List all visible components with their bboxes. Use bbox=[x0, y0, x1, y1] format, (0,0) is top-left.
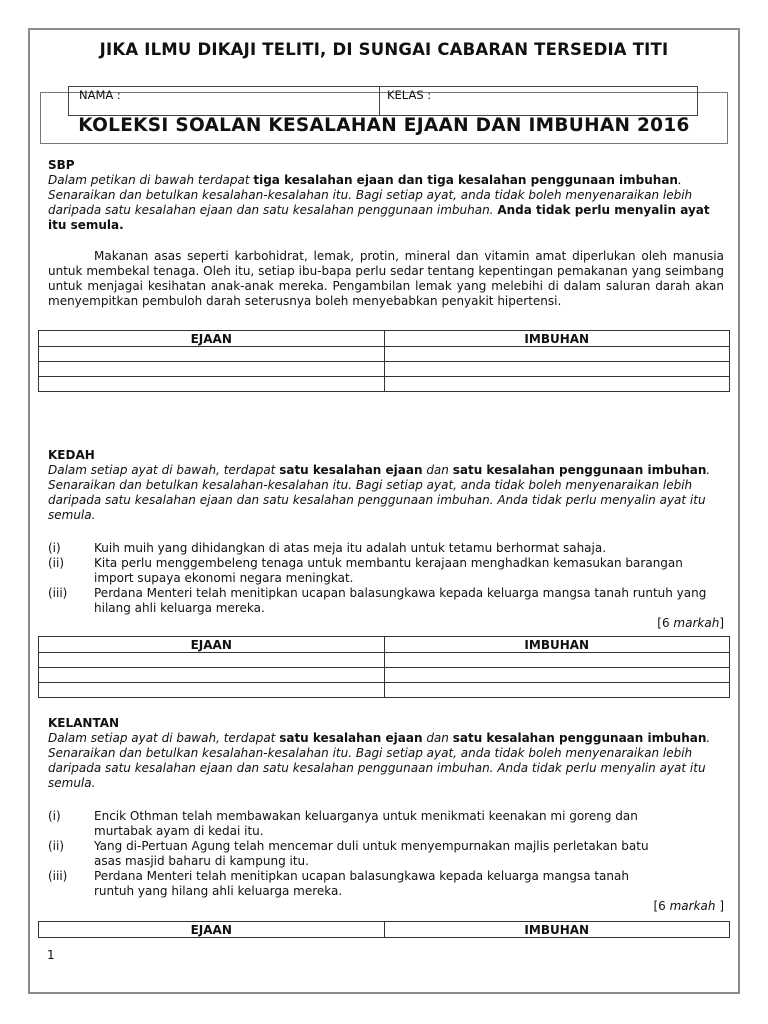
school-motto: JIKA ILMU DIKAJI TELITI, DI SUNGAI CABARAN TERSEDIA TITI bbox=[99, 40, 669, 59]
instruction-text: Dalam setiap ayat di bawah, terdapat bbox=[48, 463, 280, 477]
table-row bbox=[39, 362, 730, 377]
section-kelantan bbox=[48, 716, 724, 914]
page-number: 1 bbox=[47, 948, 55, 962]
item-number: (iii) bbox=[48, 586, 68, 600]
column-header-imbuhan: IMBUHAN bbox=[384, 331, 730, 347]
answer-cell[interactable] bbox=[384, 377, 730, 392]
instruction-text: . Senaraikan dan betulkan kesalahan-kesalahan itu. Bagi setiap ayat, anda tidak boleh menyenaraikan lebih daripada satu kesalahan ejaan dan satu kesalahan penggunaan imbuhan. Anda tidak perlu menyalin ayat itu semula. bbox=[48, 463, 711, 522]
instruction-bold: satu kesalahan ejaan bbox=[279, 463, 423, 477]
answer-table-kedah bbox=[38, 636, 730, 698]
table-row bbox=[39, 683, 730, 698]
table-row bbox=[39, 668, 730, 683]
answer-cell[interactable] bbox=[39, 668, 385, 683]
answer-cell[interactable] bbox=[384, 653, 730, 668]
section-sbp bbox=[48, 158, 724, 309]
item-number: (ii) bbox=[48, 839, 65, 853]
answer-cell[interactable] bbox=[384, 683, 730, 698]
instruction-bold: tiga kesalahan ejaan dan tiga kesalahan penggunaan imbuhan bbox=[253, 173, 678, 187]
question-item bbox=[48, 586, 724, 616]
instruction bbox=[48, 173, 724, 233]
question-item bbox=[48, 839, 724, 869]
passage: Makanan asas seperti karbohidrat, lemak, protin, mineral dan vitamin amat diperlukan oleh manusia untuk membekal tenaga. Oleh itu, setiap ibu-bapa perlu sedar tentang kepentingan pemakanan yang seimbang untuk menjagai kesihatan anak-anak mereka. Pengambilan lemak yang melebihi di dalam saluran darah akan menyempitkan pembuloh darah seterusnya boleh menyebabkan penyakit hipertensi. bbox=[48, 249, 724, 308]
item-number: (i) bbox=[48, 809, 61, 823]
section-heading: KEDAH bbox=[48, 448, 95, 462]
name-box-divider bbox=[379, 87, 380, 115]
marks-label bbox=[48, 616, 724, 631]
answer-cell[interactable] bbox=[39, 347, 385, 362]
instruction bbox=[48, 731, 724, 791]
answer-cell[interactable] bbox=[39, 683, 385, 698]
marks-word: markah bbox=[669, 899, 716, 913]
instruction-text: . Senaraikan dan betulkan kesalahan-kesalahan itu. Bagi setiap ayat, anda tidak boleh menyenaraikan lebih daripada satu kesalahan ejaan dan satu kesalahan penggunaan imbuhan. Anda tidak perlu menyalin ayat itu semula. bbox=[48, 731, 711, 790]
column-header-ejaan: EJAAN bbox=[39, 922, 385, 938]
instruction-text: dan bbox=[422, 463, 453, 477]
marks-word: markah bbox=[673, 616, 720, 630]
section-heading: KELANTAN bbox=[48, 716, 120, 730]
marks-text: ] bbox=[715, 899, 724, 913]
column-header-imbuhan: IMBUHAN bbox=[384, 922, 730, 938]
column-header-ejaan: EJAAN bbox=[39, 331, 385, 347]
question-item bbox=[48, 809, 724, 839]
table-row bbox=[39, 347, 730, 362]
question-item bbox=[48, 869, 724, 899]
answer-table-kelantan bbox=[38, 921, 730, 938]
table-row bbox=[39, 653, 730, 668]
item-number: (iii) bbox=[48, 869, 68, 883]
kelas-label: KELAS : bbox=[387, 88, 432, 102]
instruction-bold: satu kesalahan ejaan bbox=[279, 731, 423, 745]
item-text: Perdana Menteri telah menitipkan ucapan balasungkawa kepada keluarga mangsa tanah runtuh yang hilang ahli keluarga mereka. bbox=[94, 586, 707, 615]
answer-cell[interactable] bbox=[39, 653, 385, 668]
column-header-imbuhan: IMBUHAN bbox=[384, 637, 730, 653]
question-item bbox=[48, 556, 724, 586]
answer-table-sbp bbox=[38, 330, 730, 392]
item-text: Yang di-Pertuan Agung telah mencemar duli untuk menyempurnakan majlis perletakan batu asas masjid baharu di kampung itu. bbox=[94, 839, 649, 868]
section-heading: SBP bbox=[48, 158, 75, 172]
marks-text: [6 bbox=[657, 616, 674, 630]
name-class-box bbox=[68, 86, 698, 116]
answer-cell[interactable] bbox=[384, 668, 730, 683]
instruction-text: . Senaraikan dan betulkan kesalahan-kesalahan itu. Bagi setiap ayat, anda tidak boleh menyenaraikan lebih daripada satu kesalahan ejaan dan satu kesalahan penggunaan imbuhan. bbox=[48, 173, 693, 217]
item-text: Perdana Menteri telah menitipkan ucapan balasungkawa kepada keluarga mangsa tanah runtuh yang hilang ahli keluarga mereka. bbox=[94, 869, 629, 898]
document-title: KOLEKSI SOALAN KESALAHAN EJAAN DAN IMBUHAN 2016 bbox=[78, 115, 690, 136]
nama-label: NAMA : bbox=[79, 88, 121, 102]
answer-cell[interactable] bbox=[384, 362, 730, 377]
item-text: Kuih muih yang dihidangkan di atas meja itu adalah untuk tetamu berhormat sahaja. bbox=[94, 541, 607, 555]
marks-text: ] bbox=[719, 616, 724, 630]
instruction-bold: satu kesalahan penggunaan imbuhan bbox=[452, 463, 707, 477]
item-text: Kita perlu menggembeleng tenaga untuk membantu kerajaan menghadkan kemasukan barangan import supaya ekonomi negara meningkat. bbox=[94, 556, 683, 585]
table-row bbox=[39, 377, 730, 392]
column-header-ejaan: EJAAN bbox=[39, 637, 385, 653]
instruction-bold: Anda tidak perlu menyalin ayat itu semula. bbox=[48, 203, 710, 232]
section-kedah bbox=[48, 448, 724, 631]
instruction-text: Dalam setiap ayat di bawah, terdapat bbox=[48, 731, 280, 745]
answer-cell[interactable] bbox=[384, 347, 730, 362]
instruction-text: Dalam petikan di bawah terdapat bbox=[48, 173, 254, 187]
question-item bbox=[48, 541, 724, 556]
answer-cell[interactable] bbox=[39, 377, 385, 392]
answer-cell[interactable] bbox=[39, 362, 385, 377]
marks-text: [6 bbox=[653, 899, 670, 913]
instruction-text: dan bbox=[422, 731, 453, 745]
item-number: (ii) bbox=[48, 556, 65, 570]
instruction-bold: satu kesalahan penggunaan imbuhan bbox=[452, 731, 707, 745]
item-number: (i) bbox=[48, 541, 61, 555]
item-text: Encik Othman telah membawakan keluarganya untuk menikmati keenakan mi goreng dan murtabak ayam di kedai itu. bbox=[94, 809, 638, 838]
marks-label bbox=[48, 899, 724, 914]
instruction bbox=[48, 463, 724, 523]
